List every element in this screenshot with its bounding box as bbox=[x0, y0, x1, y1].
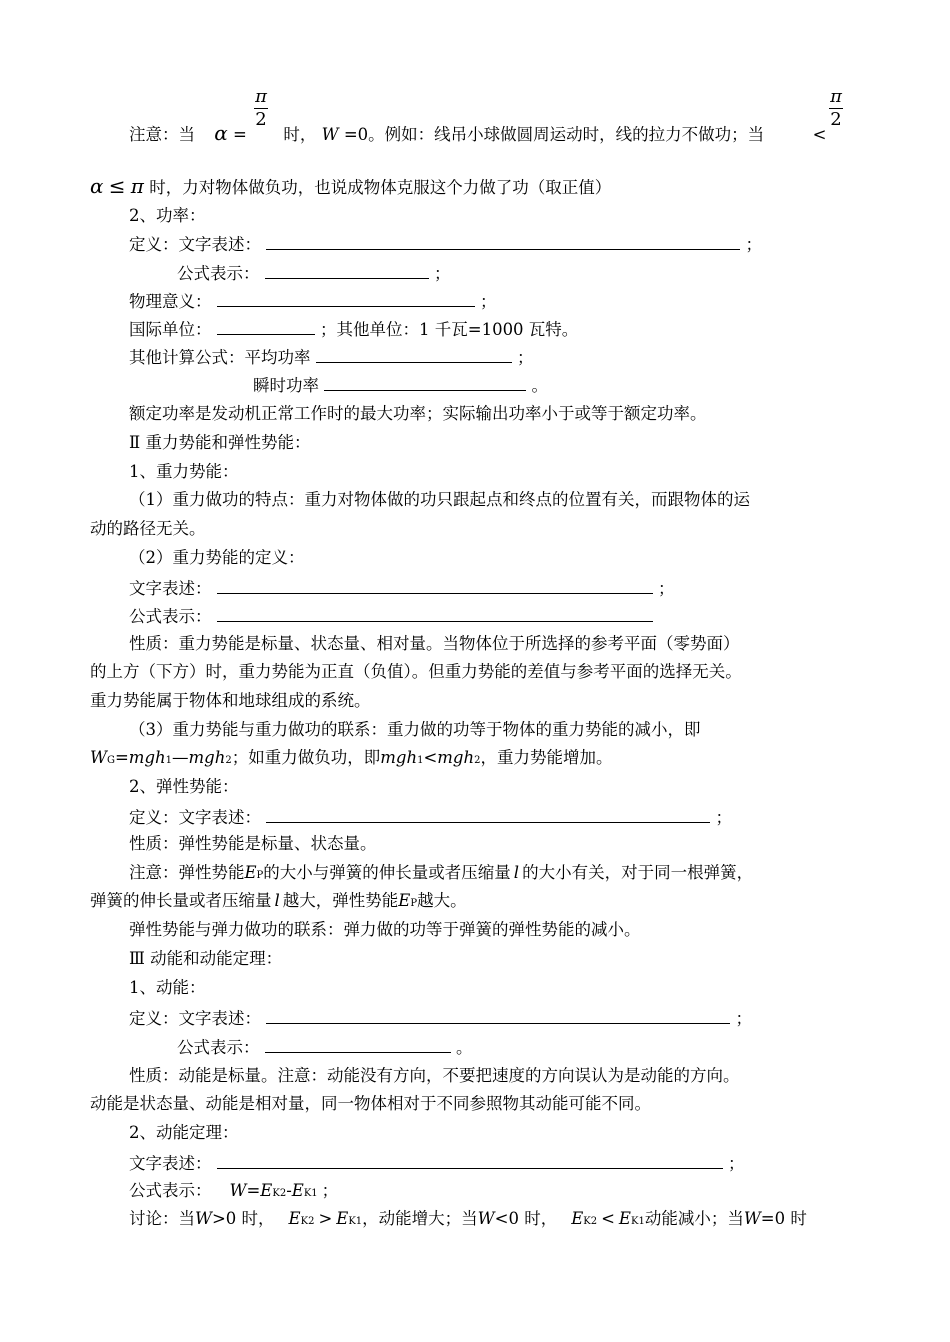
line-gravity-property-cont: 的上方（下方）时，重力势能为正直（负值）。但重力势能的差值与参考平面的选择无关。 bbox=[90, 662, 742, 681]
line-power-formula: 公式表示： ； bbox=[177, 264, 451, 283]
line-gravity-formula-relation: WG=mgh1—mgh2；如重力做负功，即mgh1<mgh2，重力势能增加。 bbox=[90, 748, 613, 767]
line-gravity-property: 性质：重力势能是标量、状态量、相对量。当物体位于所选择的参考平面（零势面） bbox=[129, 634, 740, 653]
blank-field[interactable] bbox=[266, 1007, 730, 1024]
blank-field[interactable] bbox=[217, 577, 653, 594]
line-elastic-property: 性质：弹性势能是标量、状态量。 bbox=[129, 834, 377, 853]
heading-kinetic-energy: Ⅲ 动能和动能定理： bbox=[129, 949, 283, 968]
blank-field[interactable] bbox=[217, 290, 475, 307]
line-gravity-work-feature: （1）重力做功的特点：重力对物体做的功只跟起点和终点的位置有关，而跟物体的运 bbox=[129, 490, 750, 509]
line-theorem-discussion: 讨论：当W>0 时， EK2 > EK1，动能增大；当W<0 时， EK2 < EK1动能减小；当W=0 时 bbox=[129, 1209, 807, 1228]
line-gravity-work-feature-cont: 动的路径无关。 bbox=[90, 519, 206, 538]
blank-field[interactable] bbox=[266, 806, 710, 823]
blank-field[interactable] bbox=[265, 262, 429, 279]
alpha-symbol: α bbox=[214, 121, 228, 145]
blank-field[interactable] bbox=[316, 346, 512, 363]
blank-field[interactable] bbox=[266, 233, 740, 250]
line-power-definition: 定义：文字表述： ； bbox=[129, 235, 762, 254]
line-rated-power: 额定功率是发动机正常工作时的最大功率；实际输出功率小于或等于额定功率。 bbox=[129, 404, 707, 423]
heading-kinetic-theorem: 2、动能定理： bbox=[129, 1123, 239, 1142]
line-gravity-potential-def: （2）重力势能的定义： bbox=[129, 548, 305, 567]
line-elastic-note: 注意：弹性势能EP的大小与弹簧的伸长量或者压缩量 l 的大小有关，对于同一根弹簧， bbox=[129, 863, 754, 882]
line-kinetic-formula: 公式表示： 。 bbox=[177, 1038, 473, 1057]
line-gravity-relation: （3）重力势能与重力做功的联系：重力做的功等于物体的重力势能的减小，即 bbox=[129, 720, 701, 739]
two-symbol: 2 bbox=[830, 109, 842, 130]
blank-field[interactable] bbox=[217, 605, 653, 622]
heading-kinetic: 1、动能： bbox=[129, 978, 206, 997]
line-gravity-system: 重力势能属于物体和地球组成的系统。 bbox=[90, 691, 371, 710]
line-kinetic-property: 性质：动能是标量。注意：动能没有方向，不要把速度的方向误认为是动能的方向。 bbox=[129, 1066, 740, 1085]
blank-field[interactable] bbox=[324, 374, 526, 391]
line-physical-meaning: 物理意义： ； bbox=[129, 292, 497, 311]
line-elastic-relation: 弹性势能与弹力做功的联系：弹力做的功等于弹簧的弹性势能的减小。 bbox=[129, 920, 641, 939]
blank-field[interactable] bbox=[265, 1036, 451, 1053]
line-average-power: 其他计算公式：平均功率 ； bbox=[129, 348, 534, 367]
heading-gravity-potential: 1、重力势能： bbox=[129, 462, 239, 481]
line-note-alpha: 注意：当 α = 时， W =0。例如：线吊小球做圆周运动时，线的拉力不做功；当 < bbox=[129, 121, 827, 145]
line-negative-work: α ≤ π 时，力对物体做负功，也说成物体克服这个力做了功（取正值） bbox=[90, 174, 612, 198]
line-gravity-text: 文字表述： ； bbox=[129, 579, 675, 598]
pi-symbol: π bbox=[830, 86, 842, 107]
line-gravity-formula: 公式表示： bbox=[129, 605, 653, 627]
line-elastic-note-cont: 弹簧的伸长量或者压缩量 l 越大，弹性势能EP越大。 bbox=[90, 891, 467, 910]
blank-field[interactable] bbox=[217, 1152, 723, 1169]
line-kinetic-definition: 定义：文字表述： ； bbox=[129, 1009, 752, 1028]
line-si-unit: 国际单位： ；其他单位：1 千瓦=1000 瓦特。 bbox=[129, 320, 579, 339]
line-theorem-text: 文字表述： ； bbox=[129, 1154, 745, 1173]
heading-elastic-potential: 2、弹性势能： bbox=[129, 777, 239, 796]
pi-symbol: π bbox=[255, 86, 267, 107]
two-symbol: 2 bbox=[255, 109, 267, 130]
fraction-pi-over-2-second bbox=[829, 88, 843, 129]
heading-potential-energy: Ⅱ 重力势能和弹性势能： bbox=[129, 433, 311, 452]
heading-power: 2、功率： bbox=[129, 206, 206, 225]
line-elastic-definition: 定义：文字表述： ； bbox=[129, 808, 732, 827]
blank-field[interactable] bbox=[217, 318, 315, 335]
line-theorem-formula: 公式表示： W=EK2-EK1 ； bbox=[129, 1181, 339, 1200]
line-kinetic-property-cont: 动能是状态量、动能是相对量，同一物体相对于不同参照物其动能可能不同。 bbox=[90, 1094, 651, 1113]
line-instant-power: 瞬时功率 。 bbox=[253, 376, 548, 395]
